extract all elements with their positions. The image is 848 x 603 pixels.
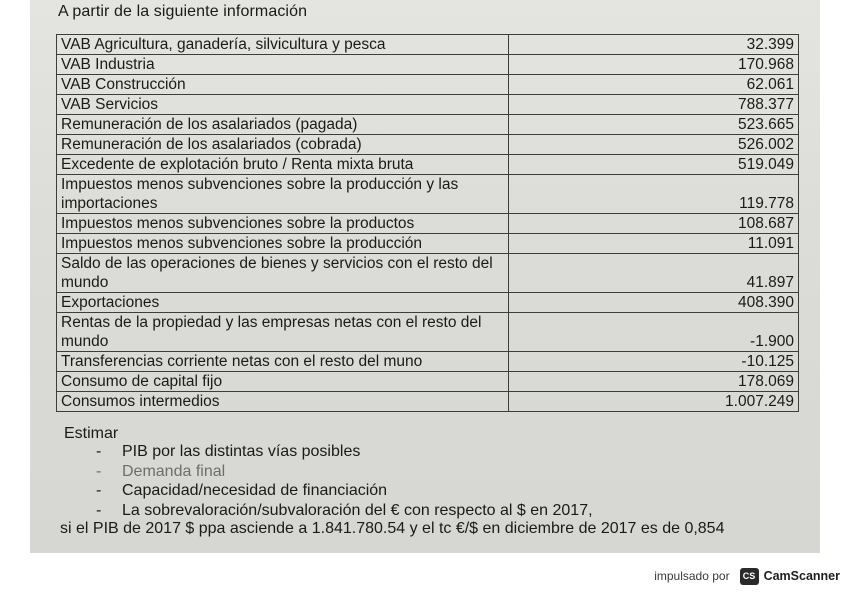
table-row: [57, 175, 799, 214]
row-label: VAB Agricultura, ganadería, silvicultura y pesca: [57, 35, 509, 55]
row-value: 32.399: [509, 35, 799, 55]
scanned-page: [30, 0, 820, 553]
row-label: Impuestos menos subvenciones sobre la producción: [57, 234, 509, 254]
row-value: 178.069: [509, 372, 799, 392]
row-value: 526.002: [509, 135, 799, 155]
list-item: - La sobrevaloración/subvaloración del € con respecto al $ en 2017,: [96, 501, 593, 521]
table-row: [57, 214, 799, 234]
row-label: Rentas de la propiedad y las empresas netas con el resto del mundo: [57, 313, 509, 352]
row-value: -10.125: [509, 352, 799, 372]
row-label: VAB Industria: [57, 55, 509, 75]
row-value: 170.968: [509, 55, 799, 75]
table-row: [57, 35, 799, 55]
table-row: [57, 372, 799, 392]
intro-text: A partir de la siguiente información: [58, 3, 308, 20]
camscanner-badge: [740, 568, 840, 585]
row-value: 788.377: [509, 95, 799, 115]
row-value: 41.897: [509, 254, 799, 293]
table-row: [57, 155, 799, 175]
row-label: Transferencias corriente netas con el resto del muno: [57, 352, 509, 372]
data-table: [56, 34, 799, 412]
row-label: VAB Construcción: [57, 75, 509, 95]
powered-by-text: impulsado por: [654, 569, 730, 583]
closing-text: si el PIB de 2017 $ ppa asciende a 1.841.780.54 y el tc €/$ en diciembre de 2017 es de 0,854: [60, 520, 725, 537]
row-value: 119.778: [509, 175, 799, 214]
row-label: Consumo de capital fijo: [57, 372, 509, 392]
table-row: [57, 95, 799, 115]
table-row: [57, 352, 799, 372]
table-row: [57, 55, 799, 75]
row-label: Consumos intermedios: [57, 392, 509, 412]
row-value: 523.665: [509, 115, 799, 135]
estimar-label: Estimar: [64, 425, 119, 442]
table-row: [57, 135, 799, 155]
table-row: [57, 234, 799, 254]
table-row: [57, 254, 799, 293]
row-value: 1.007.249: [509, 392, 799, 412]
task-list: [96, 442, 593, 520]
row-value: 519.049: [509, 155, 799, 175]
row-value: 408.390: [509, 293, 799, 313]
list-item: - Capacidad/necesidad de financiación: [96, 481, 593, 501]
table-row: [57, 75, 799, 95]
table-row: [57, 293, 799, 313]
camscanner-logo-icon: CS: [740, 568, 759, 585]
row-label: Saldo de las operaciones de bienes y servicios con el resto del mundo: [57, 254, 509, 293]
list-item: - PIB por las distintas vías posibles: [96, 442, 593, 462]
row-value: -1.900: [509, 313, 799, 352]
row-label: Remuneración de los asalariados (cobrada): [57, 135, 509, 155]
table-row: [57, 392, 799, 412]
row-value: 11.091: [509, 234, 799, 254]
row-label: Exportaciones: [57, 293, 509, 313]
row-value: 62.061: [509, 75, 799, 95]
list-item: - Demanda final: [96, 462, 593, 482]
row-label: Excedente de explotación bruto / Renta mixta bruta: [57, 155, 509, 175]
row-label: Impuestos menos subvenciones sobre la producción y las importaciones: [57, 175, 509, 214]
row-label: VAB Servicios: [57, 95, 509, 115]
table-row: [57, 115, 799, 135]
row-label: Remuneración de los asalariados (pagada): [57, 115, 509, 135]
row-label: Impuestos menos subvenciones sobre la productos: [57, 214, 509, 234]
scanner-footer: [654, 564, 840, 588]
table-row: [57, 313, 799, 352]
row-value: 108.687: [509, 214, 799, 234]
camscanner-brand: CamScanner: [763, 569, 840, 583]
